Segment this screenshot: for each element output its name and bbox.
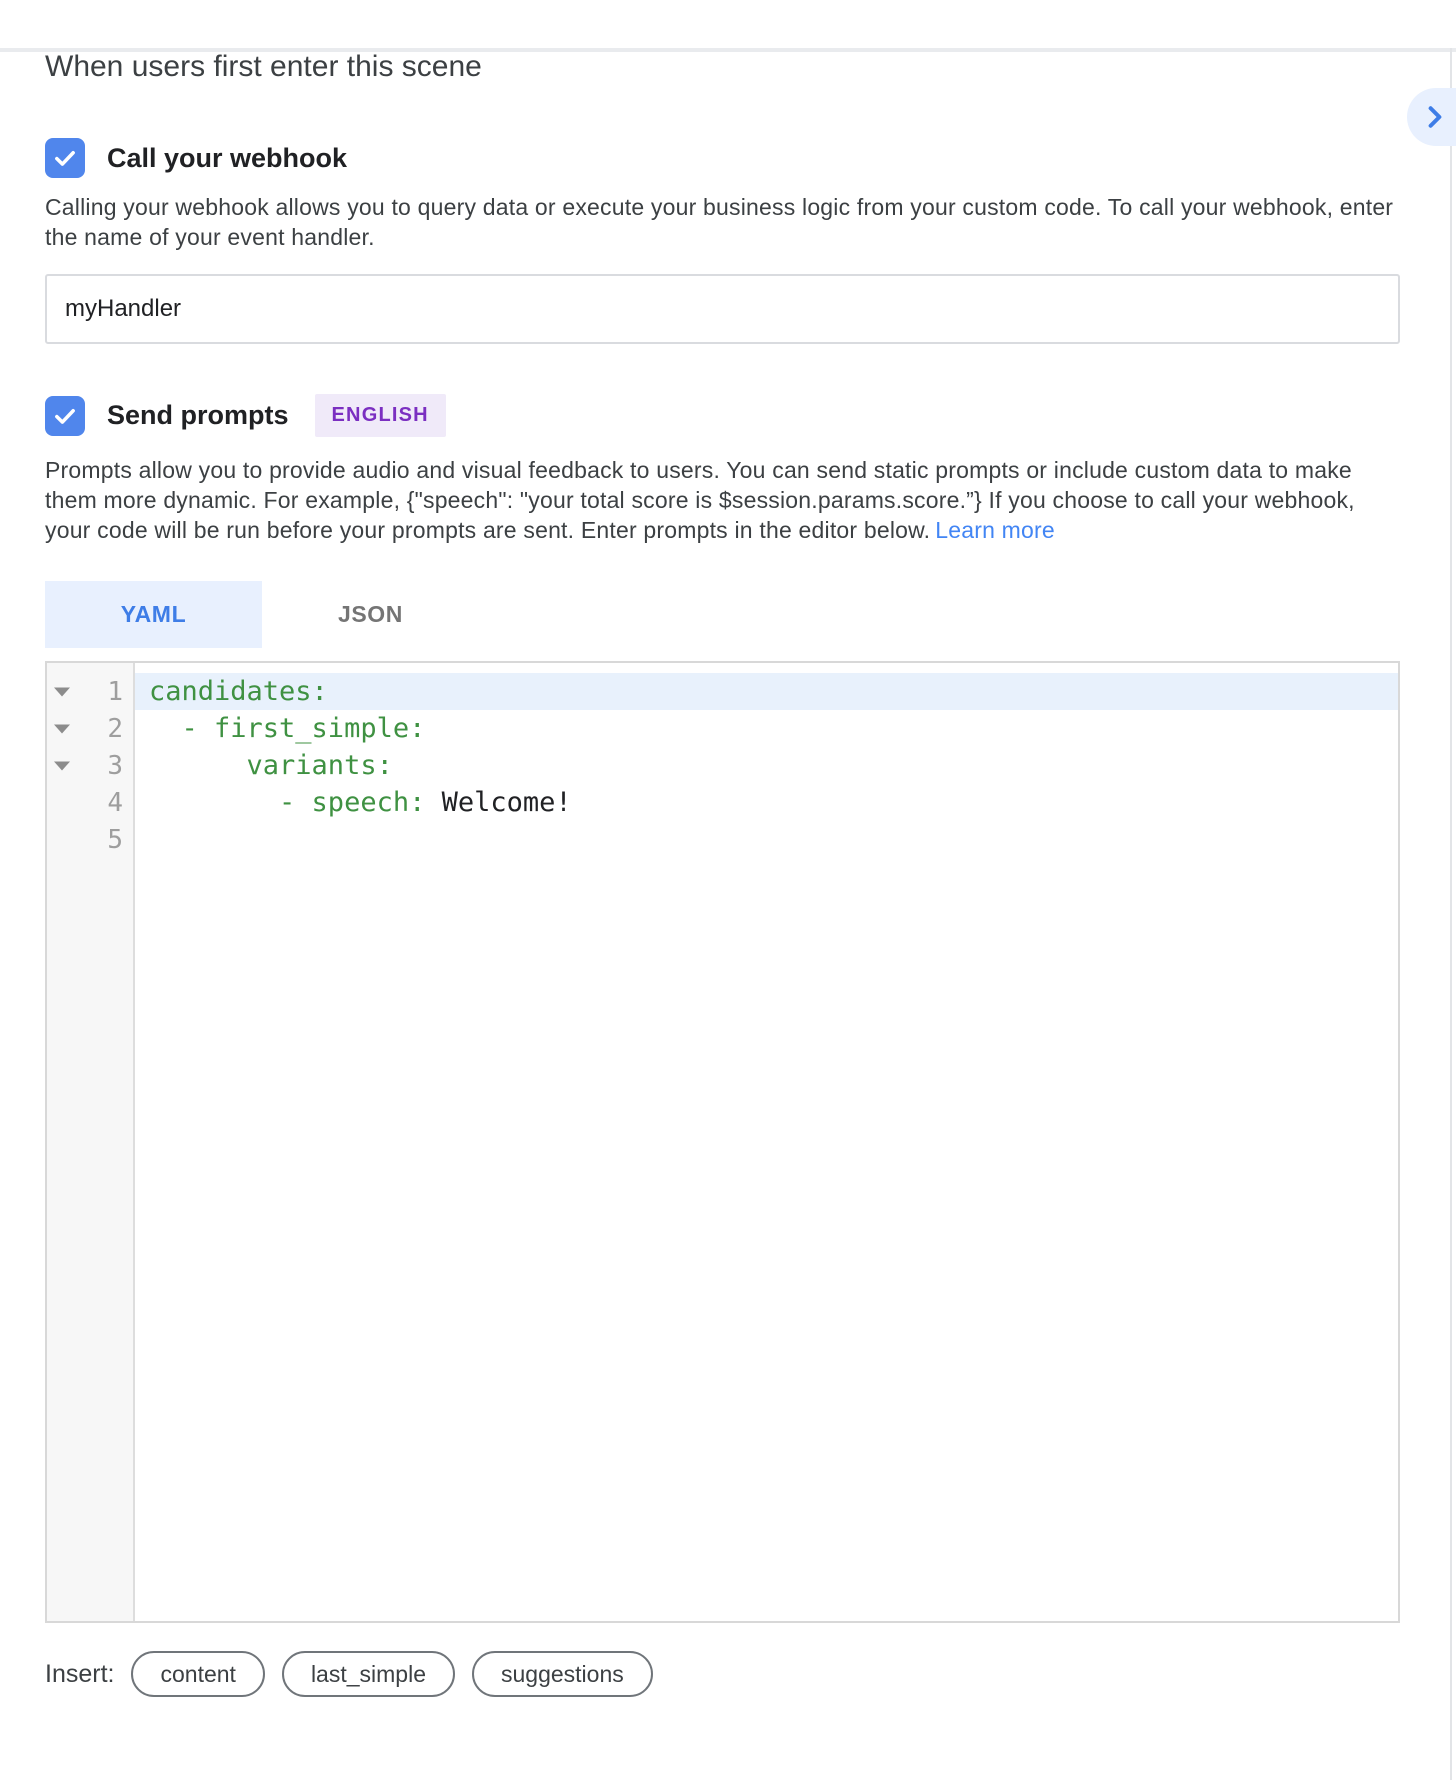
call-webhook-checkbox[interactable] bbox=[45, 138, 85, 178]
code-line[interactable] bbox=[135, 710, 1398, 747]
line-number: 2 bbox=[107, 713, 123, 744]
collapse-panel-button[interactable] bbox=[1407, 88, 1456, 146]
tab-json[interactable]: JSON bbox=[262, 581, 479, 648]
code-line[interactable] bbox=[135, 747, 1398, 784]
send-prompts-row bbox=[45, 394, 1400, 437]
insert-content-button[interactable]: content bbox=[131, 1651, 264, 1697]
language-badge: ENGLISH bbox=[315, 394, 446, 437]
gutter-row bbox=[47, 673, 133, 710]
call-webhook-label: Call your webhook bbox=[107, 142, 348, 173]
code-token: - speech: bbox=[149, 787, 426, 818]
call-webhook-row bbox=[45, 138, 1400, 178]
tab-yaml[interactable]: YAML bbox=[45, 581, 262, 648]
send-prompts-label: Send prompts bbox=[107, 400, 289, 430]
code-token: - first_simple: bbox=[149, 713, 426, 744]
prompt-code-editor[interactable] bbox=[45, 661, 1400, 1623]
code-line[interactable] bbox=[135, 784, 1398, 821]
insert-row bbox=[45, 1651, 1400, 1697]
code-line[interactable] bbox=[135, 821, 1398, 858]
gutter-row bbox=[47, 747, 133, 784]
code-token: variants: bbox=[149, 750, 393, 781]
checkmark-icon bbox=[51, 402, 79, 430]
fold-arrow-icon[interactable] bbox=[54, 761, 70, 770]
editor-tabs bbox=[45, 581, 1400, 648]
line-number: 1 bbox=[107, 676, 123, 707]
checkmark-icon bbox=[51, 144, 79, 172]
gutter-row bbox=[47, 710, 133, 747]
insert-suggestions-button[interactable]: suggestions bbox=[472, 1651, 653, 1697]
gutter-row bbox=[47, 784, 133, 821]
code-token: Welcome! bbox=[425, 787, 572, 818]
insert-label: Insert: bbox=[45, 1659, 115, 1688]
code-token: candidates: bbox=[149, 676, 328, 707]
line-number: 3 bbox=[107, 750, 123, 781]
fold-arrow-icon[interactable] bbox=[54, 724, 70, 733]
learn-more-link[interactable]: Learn more bbox=[935, 517, 1055, 543]
prompts-description bbox=[45, 455, 1400, 545]
page-title: When users first enter this scene bbox=[45, 50, 482, 83]
line-number: 4 bbox=[107, 787, 123, 818]
webhook-description: Calling your webhook allows you to query data or execute your business logic from your custom code. To call your webhook, enter the name of your event handler. bbox=[45, 194, 1394, 250]
scene-entry-panel bbox=[0, 48, 1456, 1735]
send-prompts-checkbox[interactable] bbox=[45, 396, 85, 436]
event-handler-input[interactable] bbox=[45, 274, 1400, 344]
insert-last-simple-button[interactable]: last_simple bbox=[282, 1651, 455, 1697]
fold-arrow-icon[interactable] bbox=[54, 687, 70, 696]
chevron-right-icon bbox=[1420, 102, 1450, 132]
editor-code[interactable] bbox=[135, 663, 1398, 1621]
code-line[interactable] bbox=[135, 673, 1398, 710]
editor-gutter bbox=[47, 663, 135, 1621]
gutter-row bbox=[47, 821, 133, 858]
line-number: 5 bbox=[107, 824, 123, 855]
prompts-description-text: Prompts allow you to provide audio and visual feedback to users. You can send static prompts or include custom data to make them more dynamic. For example, {"speech": "your total score is $session.params.score.”} If you choose to call your webhook, your code will be run before your prompts are sent. Enter prompts in the editor below. bbox=[45, 457, 1355, 543]
